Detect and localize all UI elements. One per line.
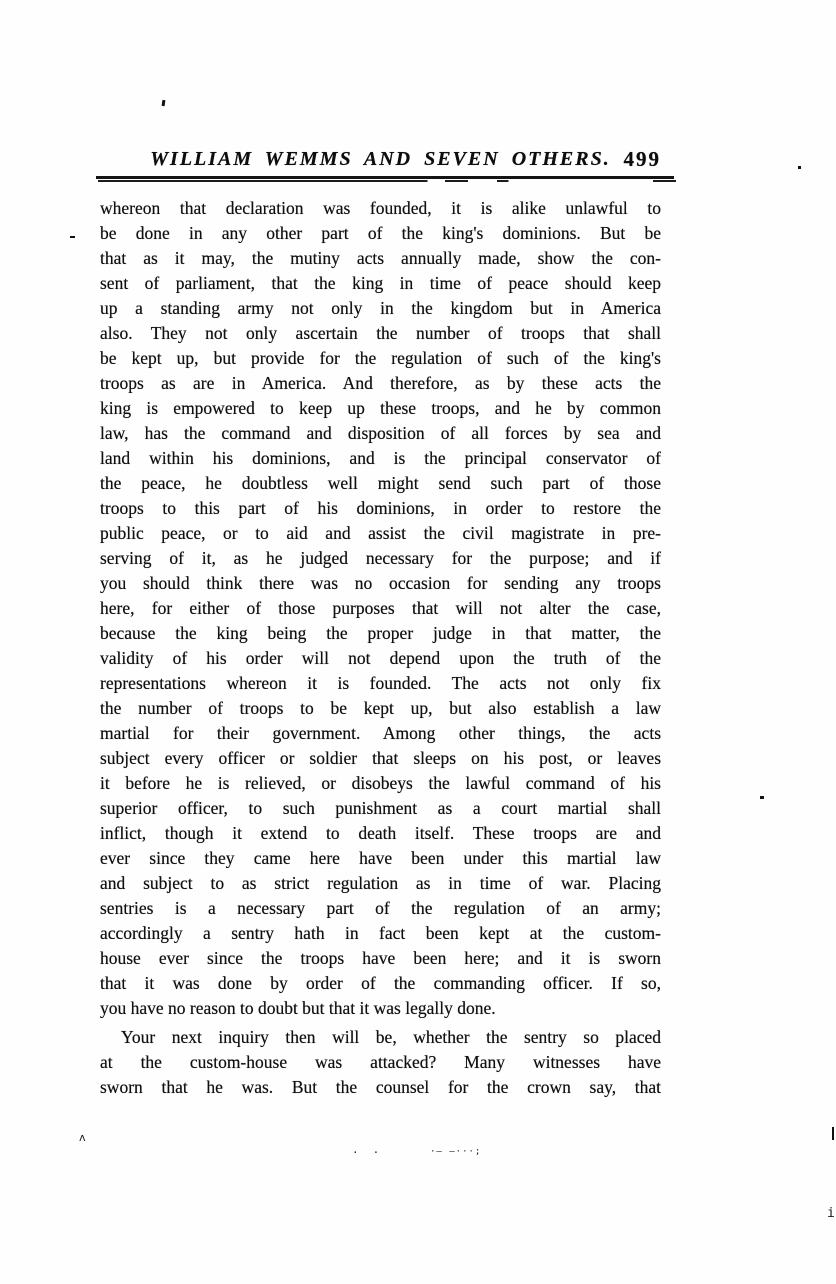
text-line: king is empowered to keep up these troops, and he by common <box>100 398 661 418</box>
text-line: Your next inquiry then will be, whether the sentry so placed <box>121 1027 661 1047</box>
text-line: also. They not only ascertain the number of troops that shall <box>100 323 661 343</box>
text-line: you should think there was no occasion for sending any troops <box>100 573 661 593</box>
scan-mark-bottom-dots: ·· <box>352 1146 394 1159</box>
text-line: sworn that he was. But the counsel for the crown say, that <box>100 1077 661 1097</box>
text-line: that as it may, the mutiny acts annually made, show the con- <box>100 248 661 268</box>
scan-speck-top <box>162 100 165 106</box>
header-rule-top-line <box>96 176 674 179</box>
text-line: martial for their government. Among other things, the acts <box>100 723 661 743</box>
text-line: ever since they came here have been under this martial law <box>100 848 661 868</box>
text-line: it before he is relieved, or disobeys the lawful command of his <box>100 773 661 793</box>
scan-speck-right-edge-bar <box>832 1127 834 1140</box>
text-line: you have no reason to doubt but that it was legally done. <box>100 998 496 1018</box>
scan-speck-left-margin <box>70 236 75 238</box>
text-line: here, for either of those purposes that will not alter the case, <box>100 598 661 618</box>
scan-mark-edge-i: i <box>827 1206 835 1221</box>
text-line: public peace, or to aid and assist the civil magistrate in pre- <box>100 523 661 543</box>
scan-speck-right-upper <box>798 166 801 169</box>
scan-mark-caret: ʌ <box>79 1131 86 1144</box>
text-line: validity of his order will not depend upon the truth of the <box>100 648 661 668</box>
text-line: representations whereon it is founded. The acts not only fix <box>100 673 661 693</box>
paragraph <box>100 1025 661 1100</box>
text-line: at the custom-house was attacked? Many witnesses have <box>100 1052 661 1072</box>
text-line: and subject to as strict regulation as in time of war. Placing <box>100 873 661 893</box>
text-line: land within his dominions, and is the principal conservator of <box>100 448 661 468</box>
text-line: because the king being the proper judge in that matter, the <box>100 623 661 643</box>
text-line: house ever since the troops have been here; and it is sworn <box>100 948 661 968</box>
text-line: sent of parliament, that the king in time of peace should keep <box>100 273 661 293</box>
text-line: up a standing army not only in the kingdom but in America <box>100 298 661 318</box>
text-line: sentries is a necessary part of the regulation of an army; <box>100 898 661 918</box>
text-line: inflict, though it extend to death itself. These troops are and <box>100 823 661 843</box>
body-text <box>100 196 661 1100</box>
text-line: the number of troops to be kept up, but also establish a law <box>100 698 661 718</box>
header-rule <box>96 176 674 183</box>
scan-mark-bottom-dashes: ·— —···; <box>430 1147 482 1157</box>
text-line: serving of it, as he judged necessary for the purpose; and if <box>100 548 661 568</box>
text-line: troops to this part of his dominions, in order to restore the <box>100 498 661 518</box>
text-line: be kept up, but provide for the regulation of such of the king's <box>100 348 661 368</box>
running-head-title: WILLIAM WEMMS AND SEVEN OTHERS. <box>150 148 611 170</box>
scan-speck-right-mid <box>760 796 764 799</box>
text-line: subject every officer or soldier that sleeps on his post, or leaves <box>100 748 661 768</box>
header-rule-bottom-line <box>98 180 676 182</box>
paragraph <box>100 196 661 1021</box>
text-line: superior officer, to such punishment as a court martial shall <box>100 798 661 818</box>
text-line: troops as are in America. And therefore, as by these acts the <box>100 373 661 393</box>
text-line: accordingly a sentry hath in fact been kept at the custom- <box>100 923 661 943</box>
text-line: that it was done by order of the commanding officer. If so, <box>100 973 661 993</box>
text-line: whereon that declaration was founded, it is alike unlawful to <box>100 198 661 218</box>
text-line: the peace, he doubtless well might send such part of those <box>100 473 661 493</box>
running-head <box>100 148 661 174</box>
page-number: 499 <box>623 147 661 171</box>
text-line: be done in any other part of the king's dominions. But be <box>100 223 661 243</box>
text-line: law, has the command and disposition of all forces by sea and <box>100 423 661 443</box>
